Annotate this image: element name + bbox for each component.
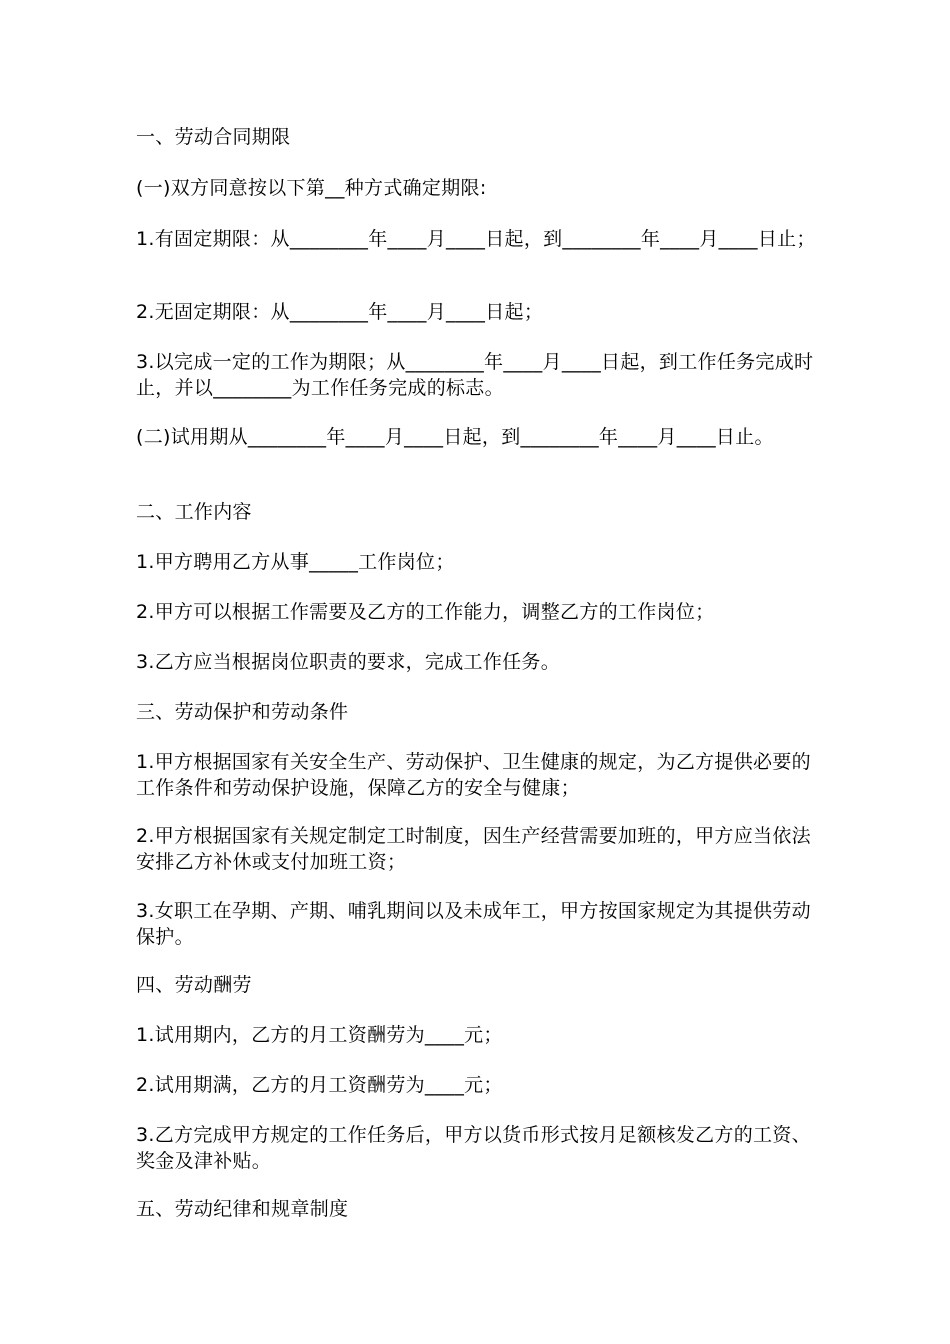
clause-open-term: 2.无固定期限：从________年____月____日起； bbox=[136, 301, 544, 323]
clause-job-position: 1.甲方聘用乙方从事_____工作岗位； bbox=[136, 551, 455, 573]
clause-safety: 1.甲方根据国家有关安全生产、劳动保护、卫生健康的规定，为乙方提供必要的工作条件和劳动保护设施，保障乙方的安全与健康； bbox=[136, 751, 811, 799]
clause-payment-method: 3.乙方完成甲方规定的工作任务后，甲方以货币形式按月足额核发乙方的工资、奖金及津补贴。 bbox=[136, 1124, 811, 1172]
section-heading-contract-term: 一、劳动合同期限 bbox=[136, 126, 291, 148]
clause-working-hours: 2.甲方根据国家有关规定制定工时制度，因生产经营需要加班的，甲方应当依法安排乙方补休或支付加班工资； bbox=[136, 825, 811, 873]
clause-task-term: 3.以完成一定的工作为期限；从________年____月____日起，到工作任务完成时止，并以________为工作任务完成的标志。 bbox=[136, 351, 814, 399]
clause-regular-pay: 2.试用期满，乙方的月工资酬劳为____元； bbox=[136, 1074, 503, 1096]
clause-fixed-term: 1.有固定期限：从________年____月____日起，到________年____月____日止； bbox=[136, 228, 816, 250]
clause-probation: (二)试用期从________年____月____日起，到________年____月____日止。 bbox=[136, 426, 774, 448]
section-heading-job-content: 二、工作内容 bbox=[136, 501, 252, 523]
section-heading-labor-protection: 三、劳动保护和劳动条件 bbox=[136, 701, 349, 723]
clause-job-duty: 3.乙方应当根据岗位职责的要求，完成工作任务。 bbox=[136, 651, 561, 673]
clause-female-workers: 3.女职工在孕期、产期、哺乳期间以及未成年工，甲方按国家规定为其提供劳动保护。 bbox=[136, 900, 811, 948]
clause-term-option: (一)双方同意按以下第__种方式确定期限: bbox=[136, 177, 487, 199]
clause-probation-pay: 1.试用期内，乙方的月工资酬劳为____元； bbox=[136, 1024, 503, 1046]
section-heading-discipline: 五、劳动纪律和规章制度 bbox=[136, 1198, 349, 1220]
section-heading-remuneration: 四、劳动酬劳 bbox=[136, 974, 252, 996]
clause-job-adjust: 2.甲方可以根据工作需要及乙方的工作能力，调整乙方的工作岗位； bbox=[136, 601, 715, 623]
